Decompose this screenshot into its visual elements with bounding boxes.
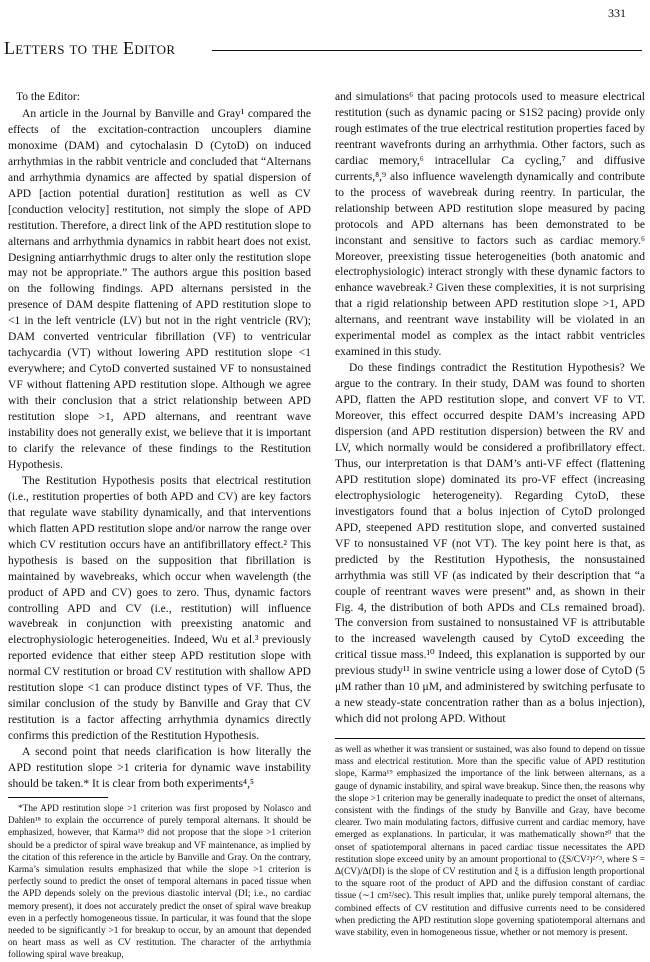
footnote-rule — [335, 738, 645, 739]
body-paragraph: Do these findings contradict the Restitution Hypothesis? We argue to the contrary. In their study, DAM was found to shorten APD, flatten the APD restitution slope, and convert VF to VT. Moreover, this effect occurred despite DAM’s increasing APD dispersion (and APD restitution dispersion) between the RV and LV, which normally would be considered a profibrillatory effect. Thus, our interpretation is that DAM’s anti-VF effect (flattening APD restitution slope) dominated its pro-VF effect (increasing electrophysiologic heterogeneity). Regarding CytoD, these investigators found that a bolus injection of CytoD prolonged APD, steepened APD restitution slope, and converted sustained VF to nonsustained VF (not VT). The key point here is that, as predicted by the Restitution Hypothesis, the nonsustained arrhythmia was still VF (as indicated by their description that “a couple of reentrant waves were present” and, as shown in their Fig. 4, the distribution of both APDs and CLs remained broad). The conversion from sustained to nonsustained VF is attributable to the increased wavelength caused by CytoD exceeding the critical tissue mass.¹⁰ Indeed, this explanation is supported by our previous study¹¹ in swine ventricle using a lower dose of CytoD (5 μM rather than 10 μM, and administered by switching perfusate to a new steady-state concentration rather than as a bolus injection), which did not prolong APD. Without — [335, 362, 645, 726]
title-rule — [212, 50, 642, 51]
footnote-right: as well as whether it was transient or sustained, was also found to depend on tissue mass and electrical restitution. More than the specific value of APD restitution slope, Karma¹⁹ emphasized the importance of the link between alternans, as a gauge of dynamic instability, and spiral wave breakup. Since then, the reasons why the slope >1 criterion may be generally inadequate to predict the onset of alternans, consistent with the findings of the study by Banville and Gray, have become clearer. Two main modulating factors, diffusive current and cardiac memory, have emerged as explanations. In particular, it was mathematically shown²⁰ that the onset of spatiotemporal alternans in paced cardiac tissue necessitates the APD restitution slope exceed unity by an amount proportional to (ξS/CV²)²ᐟ³, where S = Δ(CV)/Δ(DI) is the slope of CV restitution and ξ is a diffusion length proportional to the square root of the product of APD and the diffusion constant of cardiac tissue (∼1 cm²/sec). This result implies that, unlike purely temporal alternans, the combined effects of CV restitution and diffusive currents need to be considered when predicting the APD restitution slope governing spatiotemporal alternans and wave stability, even in homogeneous tissue, whether or not memory is present. — [335, 745, 645, 939]
body-paragraph: An article in the Journal by Banville and Gray¹ compared the effects of the excitation-contraction uncouplers diamine monoxime (DAM) and cytochalasin D (CytoD) on induced arrhythmias in the rabbit ventricle and concluded that “Alternans and arrhythmia dynamics are affected by spatial dispersion of APD [action potential duration] restitution as well as CV [conduction velocity] restitution, not simply the slope of APD restitution. Therefore, a direct link of the APD restitution slope to alternans and arrhythmia dynamics in rabbit heart does not exist. Designing antiarrhythmic drugs to alter only the restitution slope may not be appropriate.” The authors argue this position based on the following findings. APD alternans persisted in the presence of DAM despite flattening of APD restitution slope to <1 in the left ventricle (LV) but not in the right ventricle (RV); DAM converted ventricular fibrillation (VF) to ventricular tachycardia (VT) without lowering APD restitution slope <1 everywhere; and CytoD converted sustained VF to nonsustained VF without flattening APD restitution slope. Although we agree with their conclusion that a strict relationship between APD restitution slope >1, APD alternans, and reentrant wave instability does not generally exist, we believe that it is important to clarify the relevance of these findings to the Restitution Hypothesis. — [8, 107, 311, 471]
body-paragraph: The Restitution Hypothesis posits that electrical restitution (i.e., restitution properties of both APD and CV) are key factors that regulate wave stability dynamically, and that interventions which flatten APD restitution slope and/or narrow the range over which CV restitution occurs have an antifibrillatory effect.² This hypothesis is based on the supposition that fibrillation is maintained by wavebreaks, which occur when wavelength (the product of APD and CV) goes to zero. Thus, dynamic factors controlling APD and CV (i.e., restitution) will influence wavebreak in conjunction with preexisting anatomic and electrophysiologic heterogeneities. Indeed, Wu et al.³ previously reported evidence that either steep APD restitution slope with normal CV restitution or broad CV restitution with shallow APD restitution slope <1 can produce distinct types of VF. Thus, the similar conclusion of the study by Banville and Gray that CV restitution is a factor affecting arrhythmia dynamics directly confirms this prediction of the Restitution Hypothesis. — [8, 474, 311, 743]
salutation: To the Editor: — [16, 91, 80, 103]
right-column — [335, 90, 645, 728]
section-title: Letters to the Editor — [4, 38, 176, 58]
body-paragraph: A second point that needs clarification is how literally the APD restitution slope >1 criteria for dynamic wave instability should be taken.* It is clear from both experiments⁴,⁵ — [8, 746, 311, 790]
body-paragraph: and simulations⁶ that pacing protocols used to measure electrical restitution (such as dynamic pacing or S1S2 pacing) provide only rough estimates of the true electrical restitution properties faced by reentrant wavefronts during an arrhythmia. Other factors, such as cardiac memory,⁶ intracellular Ca cycling,⁷ and diffusive currents,⁸,⁹ also influence wavelength dynamically and contribute to the process of wavebreak during reentry. In particular, the relationship between APD restitution slope measured by pacing protocols and APD alternans has been demonstrated to be inconstant and sensitive to factors such as cardiac memory.⁶ Moreover, preexisting tissue heterogeneities (both anatomic and electrophysiologic) interact strongly with these dynamic factors to enhance wavebreak.² Given these complexities, it is not surprising that a rigid relationship between APD restitution slope >1, APD alternans, and reentrant wave instability will be violated in an experimental model as complex as the intact rabbit ventricles examined in this study. — [335, 91, 645, 359]
footnote-rule — [8, 797, 108, 798]
page-number: 331 — [608, 6, 626, 20]
left-column — [8, 90, 311, 818]
footnote-left: *The APD restitution slope >1 criterion was first proposed by Nolasco and Dahlen¹⁸ to explain the occurrence of purely temporal alternans. It should be emphasized, however, that Karma¹⁹ did not propose that the slope >1 criterion should be a predictor of spiral wave breakup and VF maintenance, as implied by the citation of this reference in the article by Banville and Gray. On the contrary, Karma’s simulation results emphasized that while the slope >1 criterion is perfectly sound to predict the onset of temporal alternans in paced tissue when the APD depends solely on the previous diastolic interval (DI; i.e., no cardiac memory present), it does not accurately predict the onset of spiral wave breakup even in a perfectly homogeneous tissue. In particular, it was found that the slope needed to be significantly >1 for breakup to occur, by an amount that depended on heart mass as well as CV restitution. The character of the arrhythmia following spiral wave breakup, — [8, 804, 311, 961]
